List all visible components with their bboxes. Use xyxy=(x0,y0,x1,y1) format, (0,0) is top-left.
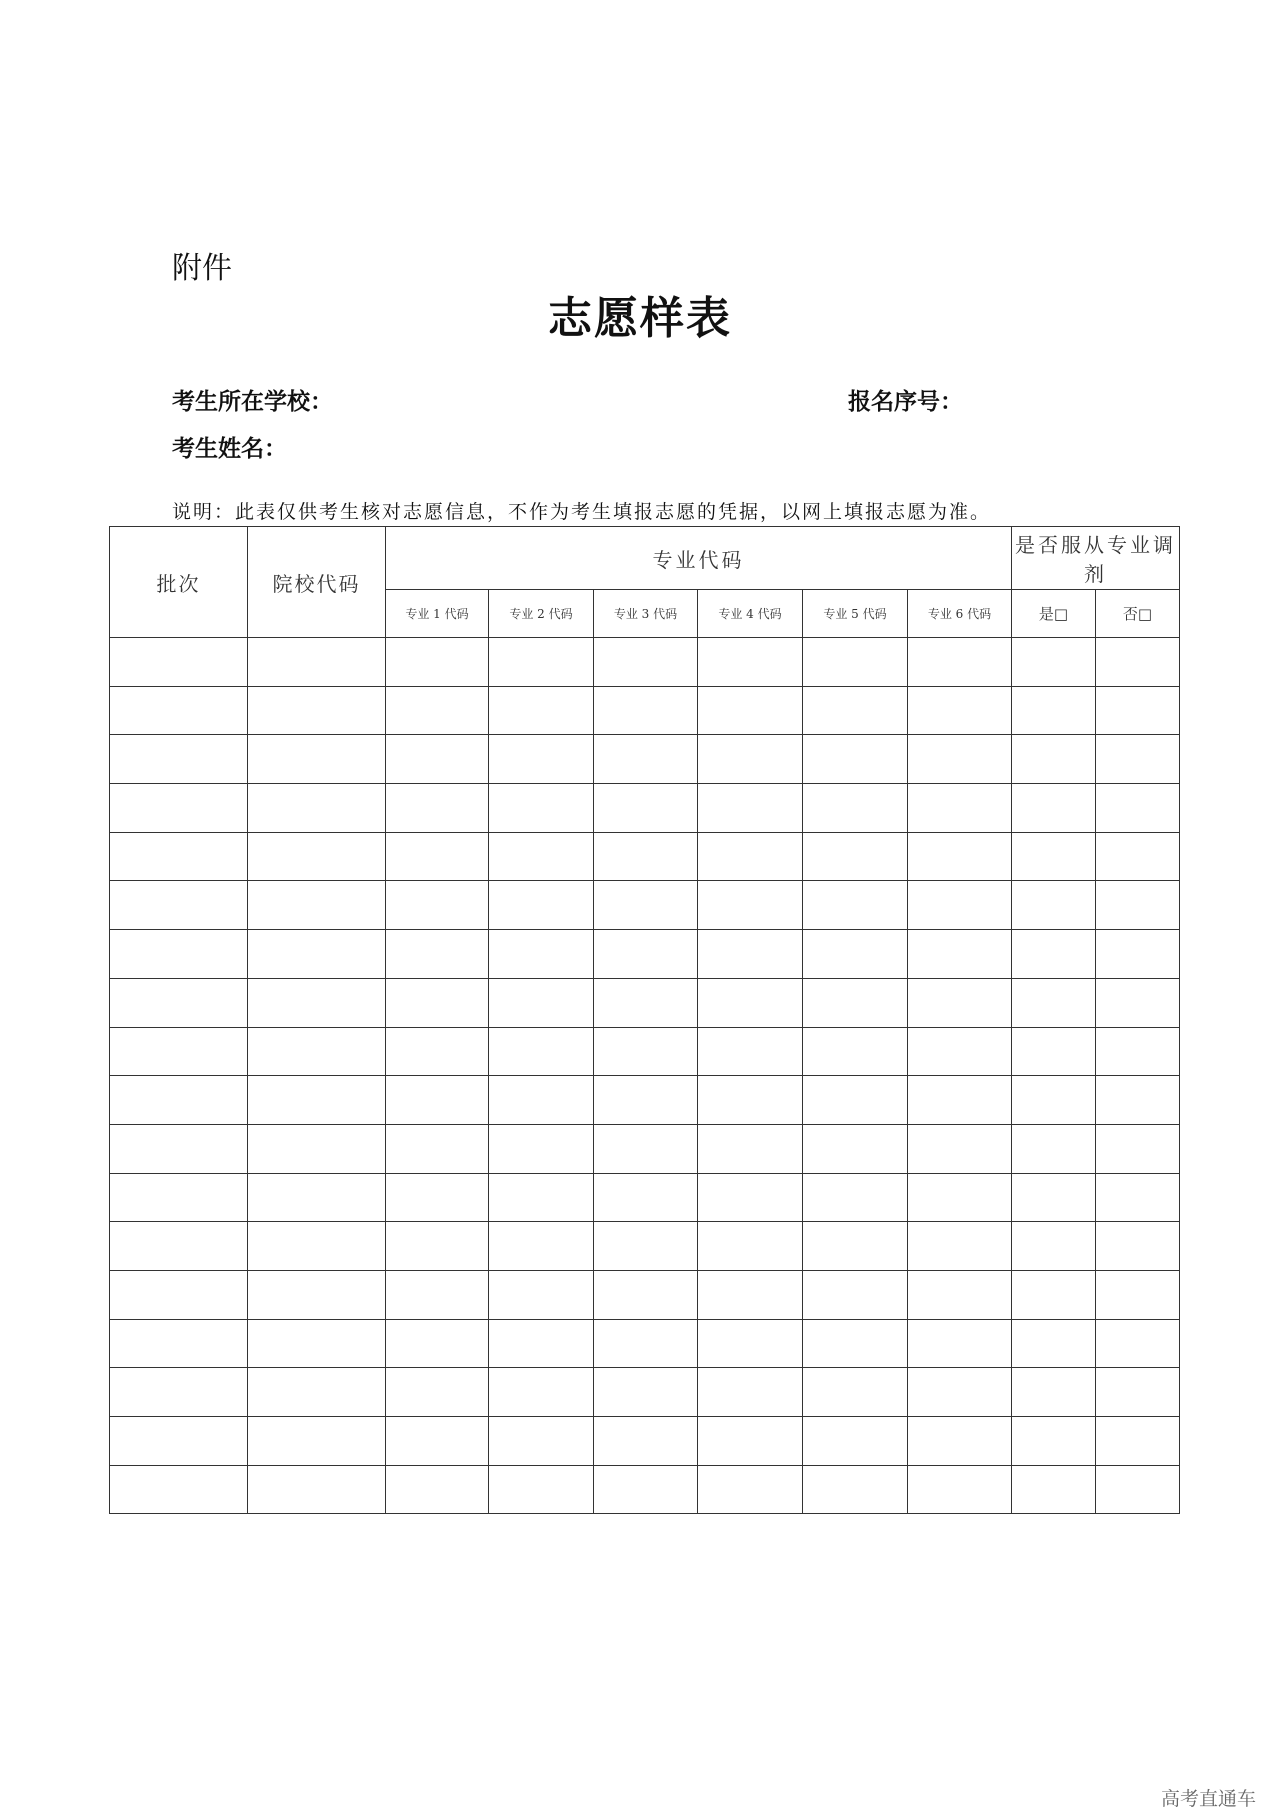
table-cell[interactable] xyxy=(248,1124,386,1173)
table-cell[interactable] xyxy=(110,1027,248,1076)
table-cell[interactable] xyxy=(110,686,248,735)
table-cell[interactable] xyxy=(908,1319,1012,1368)
table-cell[interactable] xyxy=(1096,686,1180,735)
table-cell[interactable] xyxy=(698,784,803,833)
table-cell[interactable] xyxy=(1096,1222,1180,1271)
adjust-header: 是否服从专业调剂 xyxy=(1012,527,1180,590)
table-cell[interactable] xyxy=(594,978,698,1027)
table-cell[interactable] xyxy=(386,1027,489,1076)
table-cell[interactable] xyxy=(248,930,386,979)
table-cell[interactable] xyxy=(110,1368,248,1417)
table-cell[interactable] xyxy=(110,1076,248,1125)
table-cell[interactable] xyxy=(489,1319,594,1368)
table-cell[interactable] xyxy=(248,1173,386,1222)
table-cell[interactable] xyxy=(803,1417,908,1466)
table-cell[interactable] xyxy=(908,978,1012,1027)
table-cell[interactable] xyxy=(110,735,248,784)
table-cell[interactable] xyxy=(386,686,489,735)
table-cell[interactable] xyxy=(248,1417,386,1466)
table-cell[interactable] xyxy=(489,1173,594,1222)
major-1-code-header: 专业 1 代码 xyxy=(386,590,489,638)
table-cell[interactable] xyxy=(1096,784,1180,833)
table-cell[interactable] xyxy=(908,1076,1012,1125)
table-cell[interactable] xyxy=(110,1270,248,1319)
table-cell[interactable] xyxy=(1096,1027,1180,1076)
table-cell[interactable] xyxy=(386,1222,489,1271)
table-cell[interactable] xyxy=(698,1076,803,1125)
table-cell[interactable] xyxy=(386,1319,489,1368)
table-cell[interactable] xyxy=(1096,1173,1180,1222)
table-cell[interactable] xyxy=(908,784,1012,833)
table-cell[interactable] xyxy=(1012,1173,1096,1222)
table-cell[interactable] xyxy=(489,1465,594,1514)
table-cell[interactable] xyxy=(1012,1222,1096,1271)
table-cell[interactable] xyxy=(248,1222,386,1271)
table-cell[interactable] xyxy=(698,686,803,735)
table-cell[interactable] xyxy=(489,1124,594,1173)
table-cell[interactable] xyxy=(248,1270,386,1319)
table-cell[interactable] xyxy=(1096,1465,1180,1514)
table-cell[interactable] xyxy=(386,1417,489,1466)
table-cell[interactable] xyxy=(110,1173,248,1222)
major-6-code-header: 专业 6 代码 xyxy=(908,590,1012,638)
table-cell[interactable] xyxy=(1096,978,1180,1027)
table-cell[interactable] xyxy=(803,735,908,784)
table-cell[interactable] xyxy=(698,1222,803,1271)
table-cell[interactable] xyxy=(908,1417,1012,1466)
table-cell[interactable] xyxy=(489,832,594,881)
table-cell[interactable] xyxy=(489,1027,594,1076)
table-cell[interactable] xyxy=(803,1368,908,1417)
major-4-code-header: 专业 4 代码 xyxy=(698,590,803,638)
table-cell[interactable] xyxy=(1012,1465,1096,1514)
watermark: 高考直通车 xyxy=(1160,1788,1256,1810)
table-cell[interactable] xyxy=(698,735,803,784)
batch-header: 批次 xyxy=(110,527,248,638)
adjust-yes-checkbox[interactable]: 是□ xyxy=(1012,590,1096,638)
table-cell[interactable] xyxy=(908,735,1012,784)
table-cell[interactable] xyxy=(803,686,908,735)
table-cell[interactable] xyxy=(594,686,698,735)
table-cell[interactable] xyxy=(594,735,698,784)
table-cell[interactable] xyxy=(594,1417,698,1466)
table-cell[interactable] xyxy=(1096,1417,1180,1466)
table-cell[interactable] xyxy=(386,1124,489,1173)
table-cell[interactable] xyxy=(803,1076,908,1125)
table-cell[interactable] xyxy=(248,978,386,1027)
table-cell[interactable] xyxy=(248,638,386,687)
table-row xyxy=(110,1124,1180,1173)
table-cell[interactable] xyxy=(1012,784,1096,833)
table-cell[interactable] xyxy=(248,1319,386,1368)
table-cell[interactable] xyxy=(803,1319,908,1368)
school-field-label: 考生所在学校： xyxy=(172,389,333,415)
table-cell[interactable] xyxy=(110,930,248,979)
table-cell[interactable] xyxy=(1012,1319,1096,1368)
table-cell[interactable] xyxy=(1096,1368,1180,1417)
table-cell[interactable] xyxy=(489,1417,594,1466)
table-cell[interactable] xyxy=(594,1368,698,1417)
table-cell[interactable] xyxy=(386,735,489,784)
table-cell[interactable] xyxy=(908,832,1012,881)
table-cell[interactable] xyxy=(386,1076,489,1125)
student-name-label: 考生姓名： xyxy=(172,436,287,462)
table-row xyxy=(110,1465,1180,1514)
table-cell[interactable] xyxy=(803,1222,908,1271)
table-row xyxy=(110,686,1180,735)
table-cell[interactable] xyxy=(698,1319,803,1368)
table-cell[interactable] xyxy=(698,1270,803,1319)
table-cell[interactable] xyxy=(1096,1076,1180,1125)
table-cell[interactable] xyxy=(698,881,803,930)
table-cell[interactable] xyxy=(594,784,698,833)
table-cell[interactable] xyxy=(1012,1027,1096,1076)
table-cell[interactable] xyxy=(594,1319,698,1368)
table-cell[interactable] xyxy=(1096,735,1180,784)
table-cell[interactable] xyxy=(489,686,594,735)
table-cell[interactable] xyxy=(110,1319,248,1368)
table-cell[interactable] xyxy=(594,1465,698,1514)
table-cell[interactable] xyxy=(489,1368,594,1417)
table-cell[interactable] xyxy=(489,784,594,833)
table-cell[interactable] xyxy=(594,881,698,930)
table-cell[interactable] xyxy=(698,638,803,687)
table-cell[interactable] xyxy=(594,1173,698,1222)
table-cell[interactable] xyxy=(1012,1368,1096,1417)
table-cell[interactable] xyxy=(803,638,908,687)
table-cell[interactable] xyxy=(1096,881,1180,930)
table-cell[interactable] xyxy=(110,881,248,930)
table-cell[interactable] xyxy=(386,1173,489,1222)
table-cell[interactable] xyxy=(594,930,698,979)
table-cell[interactable] xyxy=(489,638,594,687)
table-cell[interactable] xyxy=(698,1173,803,1222)
major-code-header: 专业代码 xyxy=(386,527,1012,590)
table-cell[interactable] xyxy=(489,930,594,979)
table-cell[interactable] xyxy=(803,1124,908,1173)
table-cell[interactable] xyxy=(1096,1270,1180,1319)
table-cell[interactable] xyxy=(698,1027,803,1076)
table-cell[interactable] xyxy=(908,881,1012,930)
table-cell[interactable] xyxy=(594,1222,698,1271)
table-cell[interactable] xyxy=(386,638,489,687)
table-cell[interactable] xyxy=(489,735,594,784)
table-cell[interactable] xyxy=(386,784,489,833)
table-cell[interactable] xyxy=(248,832,386,881)
table-cell[interactable] xyxy=(1012,638,1096,687)
table-cell[interactable] xyxy=(698,1417,803,1466)
table-cell[interactable] xyxy=(698,978,803,1027)
table-cell[interactable] xyxy=(1096,1124,1180,1173)
table-cell[interactable] xyxy=(489,1076,594,1125)
table-row xyxy=(110,832,1180,881)
table-row xyxy=(110,638,1180,687)
table-cell[interactable] xyxy=(386,832,489,881)
table-cell[interactable] xyxy=(110,1417,248,1466)
table-row xyxy=(110,1417,1180,1466)
table-cell[interactable] xyxy=(110,978,248,1027)
table-cell[interactable] xyxy=(248,1465,386,1514)
major-3-code-header: 专业 3 代码 xyxy=(594,590,698,638)
table-body xyxy=(110,638,1180,1514)
table-cell[interactable] xyxy=(1012,930,1096,979)
table-cell[interactable] xyxy=(248,1027,386,1076)
table-cell[interactable] xyxy=(698,832,803,881)
table-cell[interactable] xyxy=(489,978,594,1027)
table-cell[interactable] xyxy=(1012,735,1096,784)
table-row xyxy=(110,735,1180,784)
table-cell[interactable] xyxy=(594,1076,698,1125)
table-cell[interactable] xyxy=(386,1270,489,1319)
table-cell[interactable] xyxy=(908,1368,1012,1417)
table-row xyxy=(110,1173,1180,1222)
table-cell[interactable] xyxy=(386,978,489,1027)
table-cell[interactable] xyxy=(803,1027,908,1076)
table-cell[interactable] xyxy=(1012,686,1096,735)
table-cell[interactable] xyxy=(386,1368,489,1417)
table-cell[interactable] xyxy=(803,784,908,833)
table-cell[interactable] xyxy=(1012,1076,1096,1125)
major-2-code-header: 专业 2 代码 xyxy=(489,590,594,638)
table-cell[interactable] xyxy=(698,1368,803,1417)
table-cell[interactable] xyxy=(908,1270,1012,1319)
table-cell[interactable] xyxy=(698,1124,803,1173)
table-cell[interactable] xyxy=(908,638,1012,687)
table-row xyxy=(110,1027,1180,1076)
adjust-no-checkbox[interactable]: 否□ xyxy=(1096,590,1180,638)
table-cell[interactable] xyxy=(386,1465,489,1514)
table-cell[interactable] xyxy=(489,881,594,930)
table-cell[interactable] xyxy=(1096,930,1180,979)
table-cell[interactable] xyxy=(386,930,489,979)
table-cell[interactable] xyxy=(1012,978,1096,1027)
table-cell[interactable] xyxy=(1012,881,1096,930)
table-row xyxy=(110,1368,1180,1417)
registration-number-label: 报名序号： xyxy=(848,389,963,415)
table-cell[interactable] xyxy=(803,1270,908,1319)
table-cell[interactable] xyxy=(698,930,803,979)
table-cell[interactable] xyxy=(908,1027,1012,1076)
table-cell[interactable] xyxy=(908,1465,1012,1514)
table-cell[interactable] xyxy=(908,930,1012,979)
table-cell[interactable] xyxy=(248,1368,386,1417)
table-cell[interactable] xyxy=(489,1222,594,1271)
school-code-header: 院校代码 xyxy=(248,527,386,638)
table-cell[interactable] xyxy=(1012,832,1096,881)
table-cell[interactable] xyxy=(110,638,248,687)
table-cell[interactable] xyxy=(489,1270,594,1319)
table-cell[interactable] xyxy=(1012,1124,1096,1173)
table-row xyxy=(110,881,1180,930)
table-cell[interactable] xyxy=(803,1173,908,1222)
table-cell[interactable] xyxy=(1012,1417,1096,1466)
instruction-note: 说明：此表仅供考生核对志愿信息，不作为考生填报志愿的凭据，以网上填报志愿为准。 xyxy=(172,501,992,523)
table-cell[interactable] xyxy=(594,1270,698,1319)
table-cell[interactable] xyxy=(248,686,386,735)
table-cell[interactable] xyxy=(594,638,698,687)
table-cell[interactable] xyxy=(803,1465,908,1514)
table-row xyxy=(110,1076,1180,1125)
table-cell[interactable] xyxy=(594,1124,698,1173)
table-cell[interactable] xyxy=(386,881,489,930)
table-cell[interactable] xyxy=(908,686,1012,735)
table-row xyxy=(110,784,1180,833)
table-cell[interactable] xyxy=(698,1465,803,1514)
table-cell[interactable] xyxy=(908,1173,1012,1222)
page-title: 志愿样表 xyxy=(548,293,732,344)
table-cell[interactable] xyxy=(248,784,386,833)
table-cell[interactable] xyxy=(594,832,698,881)
application-table xyxy=(109,526,1180,1514)
table-cell[interactable] xyxy=(110,832,248,881)
table-row xyxy=(110,1270,1180,1319)
table-cell[interactable] xyxy=(110,1124,248,1173)
table-cell[interactable] xyxy=(1096,638,1180,687)
table-cell[interactable] xyxy=(803,881,908,930)
table-cell[interactable] xyxy=(803,930,908,979)
table-cell[interactable] xyxy=(908,1124,1012,1173)
table-cell[interactable] xyxy=(110,1222,248,1271)
table-cell[interactable] xyxy=(110,784,248,833)
table-cell[interactable] xyxy=(1012,1270,1096,1319)
table-row xyxy=(110,978,1180,1027)
table-cell[interactable] xyxy=(248,881,386,930)
major-5-code-header: 专业 5 代码 xyxy=(803,590,908,638)
table-cell[interactable] xyxy=(908,1222,1012,1271)
table-cell[interactable] xyxy=(248,1076,386,1125)
table-cell[interactable] xyxy=(110,1465,248,1514)
table-row xyxy=(110,1319,1180,1368)
table-cell[interactable] xyxy=(1096,832,1180,881)
table-cell[interactable] xyxy=(248,735,386,784)
table-cell[interactable] xyxy=(803,978,908,1027)
table-cell[interactable] xyxy=(1096,1319,1180,1368)
table-cell[interactable] xyxy=(803,832,908,881)
table-row xyxy=(110,930,1180,979)
attachment-label: 附件 xyxy=(172,251,232,286)
table-row xyxy=(110,1222,1180,1271)
table-cell[interactable] xyxy=(594,1027,698,1076)
